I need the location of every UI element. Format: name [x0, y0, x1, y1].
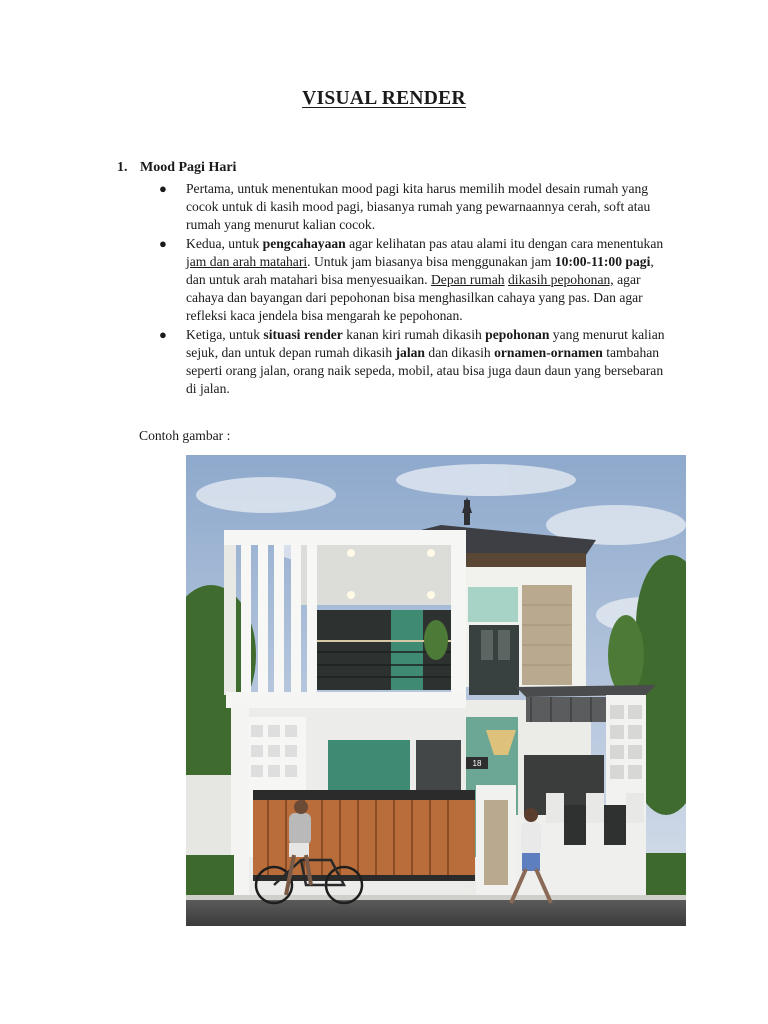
- stone-cladding: [522, 585, 572, 685]
- underlined-term: Depan rumah: [430, 272, 505, 288]
- bullet-text: . Untuk jam biasanya bisa menggunakan jam: [307, 253, 555, 269]
- section-number: 1.: [117, 160, 128, 175]
- bullet-text: , dan untuk arah matahari bisa menyesuaikan.: [186, 253, 654, 288]
- bold-term: jalan: [395, 344, 425, 360]
- house-number: 18: [472, 759, 482, 768]
- example-label: Contoh gambar :: [139, 428, 231, 443]
- bullet-text: yang menurut kalian sejuk, dan untuk depan rumah dikasih: [186, 326, 665, 360]
- road: [186, 898, 686, 926]
- bullet-item-1: [146, 180, 676, 235]
- bullet-dot-icon: ●: [159, 181, 167, 196]
- upper-frame: [224, 530, 466, 545]
- underlined-term: dikasih pepohonan,: [508, 272, 614, 288]
- bullet-text: Pertama, untuk menentukan mood pagi kita harus memilih model desain rumah yang cocok untuk di kasih mood pagi, biasanya rumah yang pewarnaannya cerah, soft atau rumah yang menurut kalian cocok.: [186, 181, 651, 233]
- house-render-illustration: [186, 455, 686, 926]
- bullet-list: [146, 180, 676, 398]
- bullet-text: kanan kiri rumah dikasih: [342, 326, 486, 342]
- bullet-item-2: [146, 235, 676, 326]
- section-heading: [117, 160, 236, 176]
- bold-term: situasi render: [263, 326, 343, 342]
- bold-term: pepohonan: [485, 326, 550, 342]
- underlined-term: jam dan arah matahari: [186, 253, 308, 269]
- document-title-text: VISUAL RENDER: [302, 88, 466, 109]
- bold-term: ornamen-ornamen: [494, 344, 603, 360]
- document-title: [0, 88, 768, 110]
- bold-term: 10:00-11:00 pagi: [554, 253, 651, 269]
- bold-term: pengcahayaan: [262, 235, 346, 251]
- house-render-image: [186, 455, 686, 926]
- bullet-text: tambahan seperti orang jalan, orang naik sepeda, mobil, atau bisa juga daun daun yang bersebaran di jalan.: [186, 344, 664, 397]
- bullet-item-3: [146, 326, 676, 399]
- section-title: Mood Pagi Hari: [140, 160, 237, 175]
- bullet-text: Ketiga, untuk: [186, 326, 264, 342]
- bullet-text: agar cahaya dan bayangan dari pepohonan bisa menghasilkan cahaya yang pas. Dan agar refleksi kaca jendela bisa mengarah ke pepohonan.: [186, 272, 643, 324]
- bullet-text: Kedua, untuk: [186, 235, 263, 251]
- bullet-dot-icon: ●: [159, 235, 167, 251]
- bullet-text: dan dikasih: [425, 344, 495, 360]
- bullet-dot-icon: ●: [159, 326, 167, 342]
- bullet-text: agar kelihatan pas atau alami itu dengan cara menentukan: [345, 235, 664, 251]
